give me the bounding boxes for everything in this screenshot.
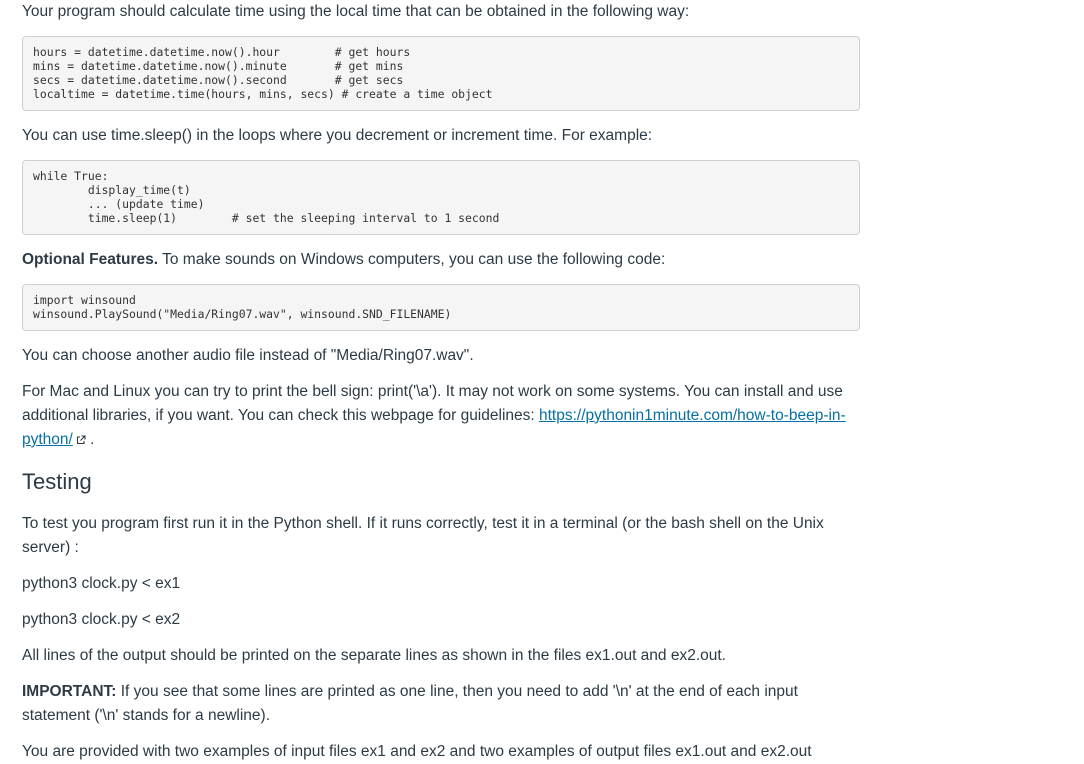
- command-example-2: python3 clock.py < ex2: [22, 611, 181, 628]
- mac-after-link: .: [85, 431, 95, 448]
- test-paragraph: To test you program first run it in the Python shell. If it runs correctly, test it in a terminal (or the bash shell on the Unix server) :: [22, 515, 824, 556]
- optional-label: Optional Features.: [22, 251, 159, 268]
- code-block-localtime: hours = datetime.datetime.now().hour # get hours mins = datetime.datetime.now().minute # get mins secs = datetime.datetime.now().second # get secs localtime = datetime.time(hours, mins, secs) # create a time object: [22, 36, 860, 111]
- audio-paragraph: You can choose another audio file instead of "Media/Ring07.wav".: [22, 347, 474, 364]
- important-label: IMPORTANT:: [22, 683, 117, 700]
- mac-paragraph: [22, 380, 860, 452]
- intro-paragraph: Your program should calculate time using the local time that can be obtained in the following way:: [22, 3, 690, 20]
- mac-text: For Mac and Linux you can try to print the bell sign: print('\a'). It may not work on some systems. You can install and use additional libraries, if you want. You can check this webpage for guidelines:: [22, 383, 843, 424]
- optional-text: To make sounds on Windows computers, you can use the following code:: [158, 251, 666, 268]
- testing-heading: Testing: [22, 469, 92, 494]
- external-link-icon[interactable]: [76, 435, 86, 445]
- optional-paragraph: [22, 248, 665, 272]
- output-paragraph: All lines of the output should be printed on the separate lines as shown in the files ex1.out and ex2.out.: [22, 647, 726, 664]
- examples-paragraph-cut-off: You are provided with two examples of input files ex1 and ex2 and two examples of output files ex1.out and ex2.out: [22, 743, 812, 760]
- code-block-loop: while True: display_time(t) ... (update time) time.sleep(1) # set the sleeping interval to 1 second: [22, 160, 860, 235]
- important-text: If you see that some lines are printed as one line, then you need to add '\n' at the end of each input statement ('\n' stands for a newline).: [22, 683, 798, 724]
- code-block-sound: import winsound winsound.PlaySound("Media/Ring07.wav", winsound.SND_FILENAME): [22, 284, 860, 331]
- command-example-1: python3 clock.py < ex1: [22, 575, 181, 592]
- important-paragraph: [22, 680, 860, 728]
- sleep-paragraph: You can use time.sleep() in the loops where you decrement or increment time. For example:: [22, 127, 653, 144]
- beep-guide-link[interactable]: https://pythonin1minute.com/how-to-beep-in-python/: [22, 407, 846, 448]
